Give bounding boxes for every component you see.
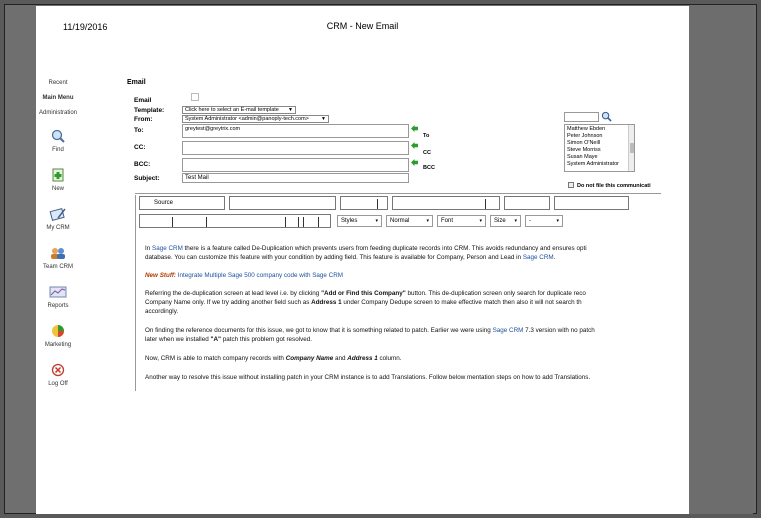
cc-side-label: CC xyxy=(423,150,431,156)
from-select[interactable] xyxy=(182,115,329,123)
body-paragraph-5 xyxy=(145,354,665,363)
tab-indicator xyxy=(191,93,199,101)
to-label: To: xyxy=(134,127,144,134)
toolbar-group-5[interactable] xyxy=(504,196,550,210)
email-body-editor[interactable] xyxy=(135,240,661,390)
source-button[interactable] xyxy=(139,196,225,210)
chevron-down-icon: ▾ xyxy=(556,218,559,224)
color-dropdown[interactable] xyxy=(525,215,563,227)
add-cc-arrow-icon[interactable] xyxy=(411,142,418,149)
page-title: CRM - New Email xyxy=(326,21,399,31)
toolbar-separator xyxy=(206,217,207,227)
subject-label: Subject: xyxy=(134,175,160,182)
text-span: 7.3 version with no patch xyxy=(523,327,595,334)
toolbar-separator xyxy=(303,217,304,227)
toolbar-separator xyxy=(172,217,173,227)
pie-chart-icon xyxy=(49,323,67,339)
body-paragraph-3-line-3: accordingly. xyxy=(145,308,179,315)
new-stuff-label: New Stuff: xyxy=(145,272,177,279)
toolbar-separator xyxy=(285,217,286,227)
from-label: From: xyxy=(134,116,153,123)
add-bcc-arrow-icon[interactable] xyxy=(411,159,418,166)
add-to-arrow-icon[interactable] xyxy=(411,125,418,132)
list-item[interactable]: Simon O'Neill xyxy=(567,140,601,146)
text-span: . xyxy=(553,254,556,261)
body-paragraph-4-line-2 xyxy=(145,335,665,344)
magnifier-icon xyxy=(49,128,67,144)
scrollbar-thumb[interactable] xyxy=(630,143,634,153)
body-paragraph-1-line-1 xyxy=(145,244,665,253)
list-scrollbar[interactable] xyxy=(628,125,634,171)
nav-item-reports[interactable] xyxy=(36,284,80,309)
recipient-list[interactable] xyxy=(564,124,635,172)
chevron-down-icon: ▼ xyxy=(321,116,326,122)
email-section-label: Email xyxy=(134,97,152,104)
email-tab[interactable]: Email xyxy=(127,79,146,86)
text-span: there is a feature called De-Duplication which prevents users from feeding duplicate records into CRM. This avoids redundancy and ensures opti xyxy=(182,245,587,252)
text-span: Company Name xyxy=(285,355,334,362)
nav-item-marketing[interactable] xyxy=(36,323,80,348)
team-icon xyxy=(49,245,67,261)
bcc-field[interactable] xyxy=(182,158,409,172)
text-span: database. You can customize this feature with your condition by adding field. This feature is available for Company, Person and Lead in xyxy=(145,254,523,261)
nav-item-my-crm[interactable] xyxy=(36,206,80,231)
cc-field[interactable] xyxy=(182,141,409,155)
text-span: column. xyxy=(377,355,402,362)
bcc-side-label: BCC xyxy=(423,165,435,171)
log-off-icon xyxy=(49,362,67,378)
nav-item-label: My CRM xyxy=(46,225,70,231)
nav-item-label: Reports xyxy=(47,303,69,309)
text-span: Referring the de-duplication screen at lead level i.e. by clicking xyxy=(145,290,322,297)
bcc-label: BCC: xyxy=(134,161,151,168)
text-span: In xyxy=(145,245,153,252)
template-select[interactable] xyxy=(182,106,296,114)
new-document-icon xyxy=(49,167,67,183)
toolbar-separator xyxy=(298,217,299,227)
text-span: later when we installed xyxy=(145,336,211,343)
toolbar-separator xyxy=(377,199,378,209)
text-span: Company Name only. If we try adding another field such as xyxy=(145,299,312,306)
body-paragraph-4-line-1 xyxy=(145,326,665,335)
to-side-label: To xyxy=(423,133,430,139)
text-span: button. This de-duplication screen only search for duplicate reco xyxy=(405,290,586,297)
list-item[interactable]: Susan Maye xyxy=(567,154,598,160)
body-paragraph-1-line-2 xyxy=(145,253,665,262)
body-paragraph-3-line-2 xyxy=(145,298,665,307)
sage-crm-link[interactable]: Sage CRM xyxy=(152,245,183,252)
list-item[interactable]: Steve Morriss xyxy=(567,147,601,153)
color-dropdown-label: - xyxy=(529,218,531,224)
print-page xyxy=(36,6,689,514)
list-item[interactable]: Peter Johnson xyxy=(567,133,603,139)
do-not-file-label: Do not file this communicati xyxy=(577,183,651,189)
nav-recent-label: Recent xyxy=(48,80,68,86)
template-label: Template: xyxy=(134,107,165,114)
nav-item-label: New xyxy=(51,186,64,192)
text-span: Address 1 xyxy=(347,355,378,362)
list-item[interactable]: System Administrator xyxy=(567,161,619,167)
size-dropdown[interactable] xyxy=(490,215,521,227)
cc-label: CC: xyxy=(134,144,146,151)
body-paragraph-6: Another way to resolve this issue without installing patch in your CRM instance is to add Translations. Follow below mentation steps on how to add Translations. xyxy=(145,374,591,381)
toolbar-group-2[interactable] xyxy=(229,196,336,210)
nav-main-menu[interactable] xyxy=(36,95,80,101)
styles-dropdown[interactable] xyxy=(337,215,382,227)
font-dropdown-label: Font xyxy=(441,218,454,224)
text-span: patch this problem got resolved. xyxy=(221,336,313,343)
integrate-sage-500-link[interactable]: Integrate Multiple Sage 500 company code with Sage CRM xyxy=(176,272,343,279)
subject-field[interactable]: Test Mail xyxy=(182,173,409,183)
nav-item-log-off[interactable] xyxy=(36,362,80,387)
text-span: Address 1 xyxy=(311,299,342,306)
chevron-down-icon: ▼ xyxy=(288,107,293,113)
nav-item-find[interactable] xyxy=(36,128,80,153)
chevron-down-icon: ▾ xyxy=(426,218,429,224)
search-icon[interactable] xyxy=(601,111,612,122)
nav-item-label: Log Off xyxy=(48,381,68,387)
nav-recent[interactable] xyxy=(36,80,80,86)
toolbar-group-3[interactable] xyxy=(340,196,388,210)
editor-top-border xyxy=(135,193,661,194)
to-field[interactable]: greytest@greytrix.com xyxy=(182,124,409,138)
sage-crm-link[interactable]: Sage CRM xyxy=(522,254,554,261)
chevron-down-icon: ▾ xyxy=(514,218,517,224)
nav-administration-label: Administration xyxy=(38,110,77,116)
recipient-search-input[interactable] xyxy=(564,112,599,122)
format-dropdown-label: Normal xyxy=(390,218,410,224)
nav-item-label: Find xyxy=(52,147,64,153)
toolbar-separator xyxy=(485,199,486,209)
toolbar-group-4[interactable] xyxy=(392,196,500,210)
nav-main-menu-label: Main Menu xyxy=(42,95,74,101)
header-date: 11/19/2016 xyxy=(63,22,108,32)
right-margin xyxy=(689,6,753,514)
sage-crm-link[interactable]: Sage CRM xyxy=(492,327,524,334)
text-span: "Add or Find this Company" xyxy=(321,290,406,297)
from-select-value: System Administrator <admin@panoply-tech.com> xyxy=(185,116,309,122)
do-not-file-checkbox[interactable] xyxy=(568,182,574,188)
toolbar-group-7[interactable] xyxy=(139,214,331,228)
template-select-value: Click here to select an E-mail template xyxy=(185,107,279,113)
nav-item-new[interactable] xyxy=(36,167,80,192)
my-crm-icon xyxy=(49,206,67,222)
format-dropdown[interactable] xyxy=(386,215,433,227)
text-span: Now, CRM is able to match company records with xyxy=(145,355,286,362)
text-span: under Company Dedupe screen to make effective match then also it will not search th xyxy=(341,299,582,306)
styles-dropdown-label: Styles xyxy=(341,218,358,224)
text-span: On finding the reference documents for this issue, we got to know that it is something related to patch. Earlier we were using xyxy=(145,327,493,334)
toolbar-separator xyxy=(318,217,319,227)
chevron-down-icon: ▾ xyxy=(479,218,482,224)
reports-icon xyxy=(49,284,67,300)
size-dropdown-label: Size xyxy=(494,218,506,224)
list-item[interactable]: Matthew Ebden xyxy=(567,126,606,132)
text-span: "A" xyxy=(210,336,221,343)
nav-item-label: Team CRM xyxy=(42,264,73,270)
body-paragraph-2 xyxy=(145,271,665,280)
font-dropdown[interactable] xyxy=(437,215,486,227)
nav-item-label: Marketing xyxy=(44,342,72,348)
nav-item-team-crm[interactable] xyxy=(36,245,80,270)
source-button-label: Source xyxy=(154,200,174,206)
chevron-down-icon: ▾ xyxy=(375,218,378,224)
text-span: and xyxy=(333,355,348,362)
body-paragraph-3-line-1 xyxy=(145,289,665,298)
toolbar-group-6[interactable] xyxy=(554,196,629,210)
nav-administration[interactable] xyxy=(36,110,80,116)
